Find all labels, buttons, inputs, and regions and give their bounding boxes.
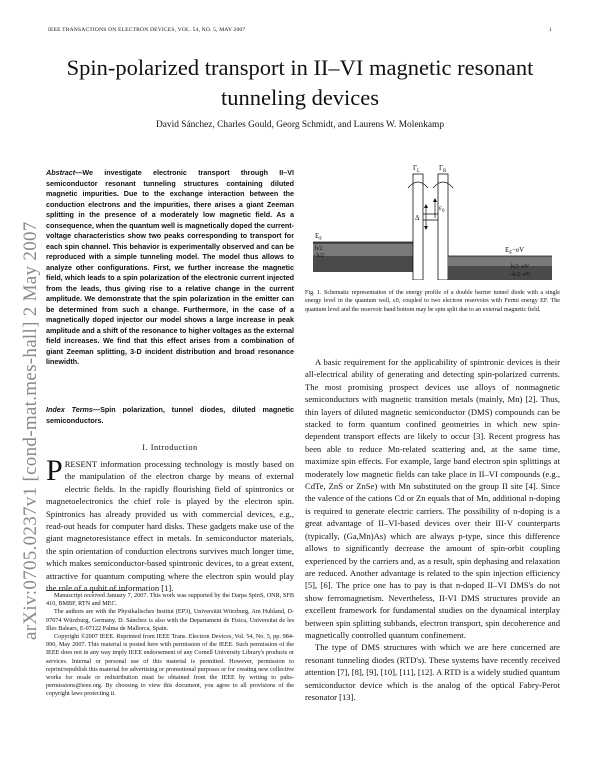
section-heading: I. Introduction <box>142 443 198 452</box>
arrow-head <box>433 198 437 202</box>
index-terms-text: —Spin polarization, tunnel diodes, diluted magnetic semiconductors. <box>46 405 295 425</box>
index-terms-label: Index Terms <box>46 405 93 414</box>
footnotes <box>46 592 294 699</box>
footnote: The authors are with the Physikalisches Institut (EP3), Universität Würzburg, Am Hubland, D-97074 Würzburg, Germany. D. Sánchez is also with the Departament de Física, Universitat de les Illes Balears, E-07122 Palma de Mallorca, Spain. <box>46 608 294 632</box>
left-reservoir-upper <box>313 244 413 256</box>
arrow-head <box>424 226 428 230</box>
footnote-rule <box>46 590 126 591</box>
left-split-minus-label: −h/2 <box>313 253 325 259</box>
right-split-plus-label: h/2−eV <box>511 264 530 270</box>
author-list: David Sánchez, Charles Gould, Georg Schmidt, and Laurens W. Molenkamp <box>155 120 445 130</box>
running-header <box>48 27 552 33</box>
body-paragraph: The type of DMS structures with which we are here concerned are resonant tunneling diodes (RTD's). These systems have recently received attention [7], [8], [9], [10], [11], [12]. A RTD is a widely studied quantum semiconductor device which is the analog of the optical Fabry-Perot resonator [13]. <box>305 642 560 702</box>
right-column-text <box>305 356 560 703</box>
left-split-plus-label: h/2 <box>315 246 323 252</box>
right-reservoir-upper <box>448 256 552 266</box>
drop-cap: P <box>46 454 63 487</box>
intro-text: RESENT information processing technology is mostly based on the manipulation of the electron charge by means of external electric fields. In the rapidly flourishing field of spintronics or magnetoelectronics the chief role is played by the electron spin. Spintronics has already provided us with commercial devices, e.g., read-out heads for computer hard disks. These gadgets make use of the giant magnetoresistance effect in metals. In semiconductor materials, the spin orientation of conduction electrons survives much longer time, which makes semiconductor-based spintronic devices, to a great extent, attractive for quantum computing where the electron spin would play the role of a qubit of information [1]. <box>46 459 294 594</box>
intro-paragraph <box>46 454 294 594</box>
footnote: Copyright ©2007 IEEE. Reprinted from IEEE Trans. Electron Devices, Vol. 54, No. 5, pp. 984-990, May 2007. This material is posted here with permission of the IEEE. Such permission of the IEEE does not in any way imply IEEE endorsement of any Cornell University Library's products or services. Internal or personal use of this material is permitted. However, permission to reprint/republish this material for advertising or promotional purposes or for creating new collective works for resale or redistribution must be obtained from the IEEE by writing to pubs-permissions@ieee.org. By choosing to view this document, you agree to all provisions of the copyright laws protecting it. <box>46 633 294 698</box>
index-terms <box>46 405 294 426</box>
delta-label: Δ <box>415 214 420 222</box>
gamma-r-label: $\Gamma_R$ <box>439 164 447 174</box>
page-number: 1 <box>549 27 552 33</box>
abstract-text: —We investigate electronic transport through II–VI semiconductor resonant tunneling structures containing diluted magnetic impurities. Due to the exchange interaction between the conduction electrons and the impurities, there arises a giant Zeeman splitting in the presence of a moderately low magnetic field. As a consequence, when the quantum well is magnetically doped the current-voltage characteristics show two peaks corresponding to transport for each spin channel. This behavior is experimentally observed and can be reproduced with a simple tunneling model. The model thus allows to analyze other configurations. First, we further increase the magnetic field, which leads to a spin polarization of the electronic current injected from the leads, thus giving rise to a relative change in the current amplitude. We demonstrate that the spin polarization in the emitter can be determined from such a change. Furthermore, in the case of a magnetically doped injector our model shows a large increase in peak amplitude and a shift of the resonance to higher voltages as the external field increases. We find that this effect arises from a combination of giant Zeeman splitting, 3-D incident distribution and broad resonance linewidth. <box>46 168 295 366</box>
figure-caption: Fig. 1. Schematic representation of the energy profile of a double barrier tunnel diode with a single energy level in the quantum well, ε0, coupled to two electron reservoirs with Fermi energy EF. The quantum level and the reservoir band bottom may be spin split due to an external magnetic field. <box>305 290 560 313</box>
left-barrier <box>413 174 423 280</box>
right-fermi-label: $E_F-eV$ <box>505 246 525 256</box>
gamma-l-label: $\Gamma_L$ <box>413 164 421 174</box>
right-barrier <box>438 174 448 280</box>
abstract-label: Abstract <box>46 168 76 177</box>
running-head-text: IEEE TRANSACTIONS ON ELECTRON DEVICES, VOL. 54, NO. 5, MAY 2007 <box>48 27 246 33</box>
abstract <box>46 168 294 368</box>
energy-profile-figure <box>305 158 560 280</box>
paper-title: Spin-polarized transport in II–VI magnetic resonant tunneling devices <box>66 55 534 110</box>
footnote: Manuscript received January 7, 2007. This work was supported by the Darpa SpinS, ONR, SFB 410, BMBF, RTN and MEC. <box>46 592 294 608</box>
right-split-minus-label: −h/2−eV <box>509 272 531 278</box>
gamma-r-arc <box>433 182 453 188</box>
epsilon-zero-label: $\varepsilon_0$ <box>439 204 445 214</box>
arxiv-stamp: arXiv:0705.0237v1 [cond-mat.mes-hall] 2 May 2007 <box>20 221 41 640</box>
arrow-head <box>424 204 428 208</box>
left-fermi-label: $E_F$ <box>315 232 323 242</box>
gamma-l-arc <box>408 182 428 188</box>
body-paragraph: A basic requirement for the applicability of spintronic devices is their all-electrical ability of generating and detecting spin-polarized currents. The most promising prospect devices use alloys of nonmagnetic semiconductors with magnetic transition metals (mainly, Mn) [2]. Thus, thin layers of diluted magnetic semiconductor (DMS) compounds can be stacked to form quantum confined geometries in which new spin-dependent transport effects are likely to occur [3]. Recent progress has been able to reduce Mn-related scattering and, at the same time, maximize spin effects. For example, large band electron spin splittings at moderately low magnetic fields can take place in II–VI compounds (e.g., CdTe, ZnS or ZnSe) with Mn substituted on the group II site [4]. Since the valence of the cations Cd or Zn equals that of Mn, additional n-doping is required to generate electric carriers. The possibility of n-doping is a great advantage of II–VI-based devices over their III-V counterparts (typically, (Ga,Mn)As) which are always p-type, since this difference allows to significantly decrease the amount of spin-orbit coupling experienced by the carriers and, as a result, spin dephasing and relaxation are reduced. Another advantage is related to the spin injection efficiency [5], [6]. The price one has to pay is that n-doped II–VI DMS's do not show ferromagnetism. Nevertheless, II-VI DMS structures provide an excellent framework for fundamental studies on the dynamical interplay between spin splitting subbands, electron transport, spin decoherence and magnetically controlled quantum confinement. <box>305 357 560 640</box>
